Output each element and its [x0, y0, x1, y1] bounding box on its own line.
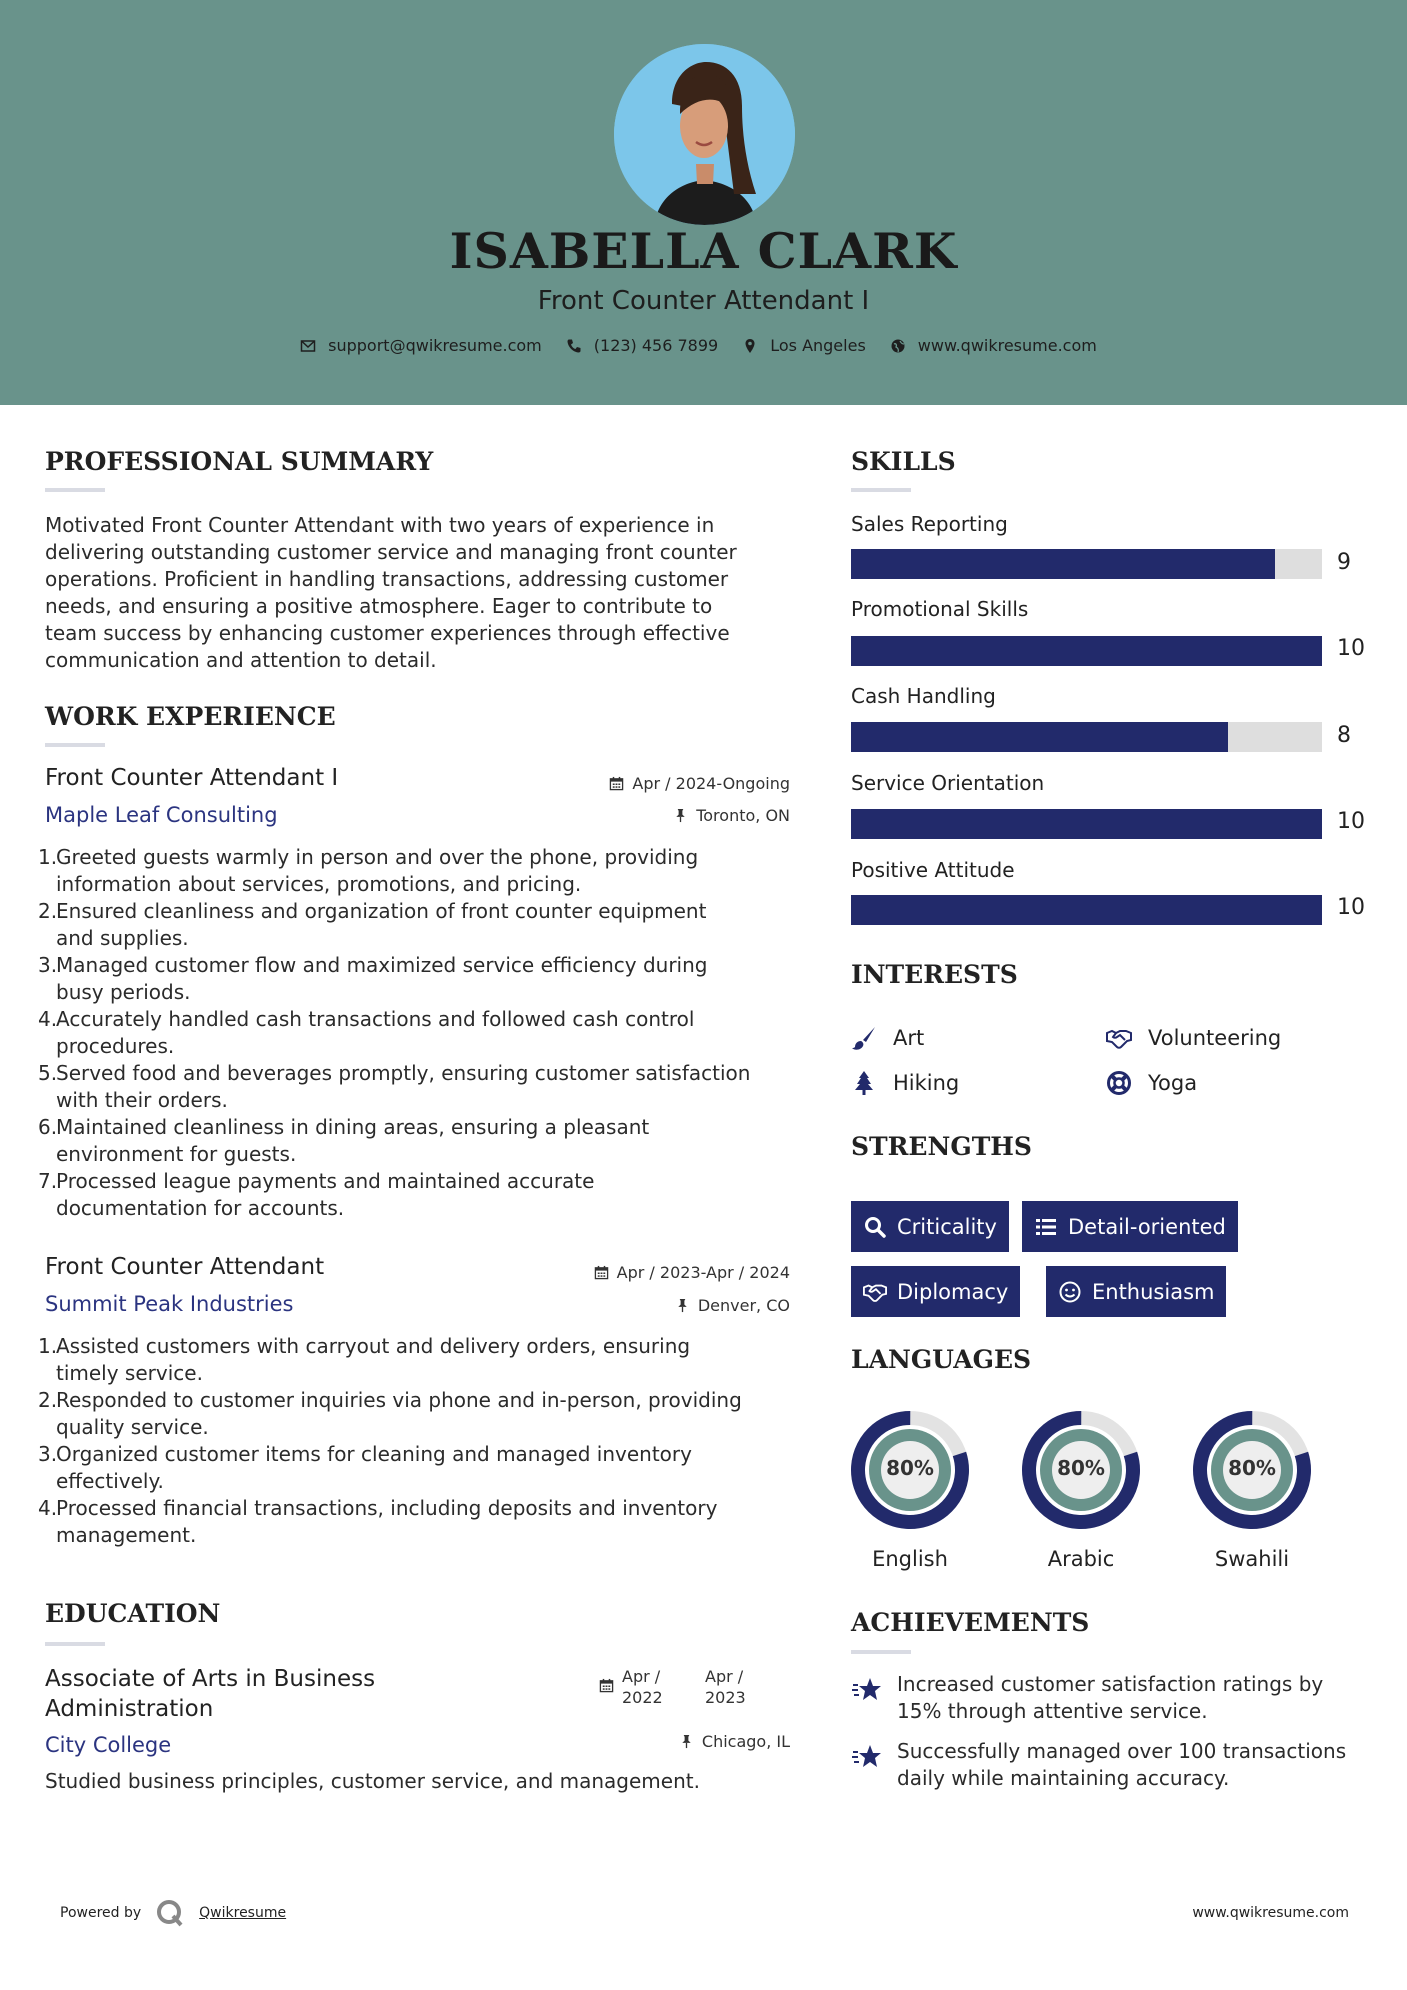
summary-text	[45, 512, 805, 674]
skill-name: Promotional Skills	[851, 597, 1029, 621]
language-name: Arabic	[1047, 1547, 1115, 1571]
star-icon	[851, 1675, 883, 1705]
skill-bar-fill	[851, 895, 1322, 925]
job-dates-text: Apr / 2023-Apr / 2024	[616, 1263, 790, 1282]
star-icon	[851, 1742, 883, 1772]
bullet-line: Accurately handled cash transactions and followed cash control	[56, 1007, 695, 1031]
education-degree	[45, 1664, 375, 1724]
achievement-line: Successfully managed over 100 transactions	[897, 1739, 1347, 1763]
education-end	[705, 1666, 746, 1708]
footer-powered-by	[60, 1898, 286, 1928]
interest-yoga	[1106, 1070, 1197, 1096]
list-item: 3. Managed customer flow and maximized service efficiency during busy periods.	[38, 953, 708, 1004]
job-location-text: Toronto, ON	[696, 806, 790, 825]
achievements-rule	[851, 1650, 911, 1654]
bullet-line: Ensured cleanliness and organization of front counter equipment	[56, 899, 707, 923]
education-school: City College	[45, 1733, 172, 1757]
bullet-line: quality service.	[56, 1415, 209, 1439]
language-name: English	[872, 1547, 948, 1571]
contact-phone-text: (123) 456 7899	[593, 336, 719, 355]
job-location-text: Denver, CO	[697, 1296, 790, 1315]
skill-value: 10	[1337, 895, 1365, 920]
bullet-line: Processed league payments and maintained accurate	[56, 1169, 595, 1193]
skill-bar	[851, 809, 1322, 839]
tree-icon	[851, 1070, 877, 1096]
list-icon	[1034, 1215, 1058, 1239]
bullet-line: timely service.	[56, 1361, 203, 1385]
contact-email[interactable]	[300, 336, 542, 355]
candidate-title: Front Counter Attendant I	[537, 286, 870, 316]
powered-by-text: Powered by	[60, 1905, 142, 1921]
skill-bar	[851, 549, 1322, 579]
language-item	[1020, 1409, 1142, 1571]
contact-website-text: www.qwikresume.com	[917, 336, 1097, 355]
bullet-line: Assisted customers with carryout and delivery orders, ensuring	[56, 1334, 691, 1358]
skill-bar	[851, 636, 1322, 666]
job-dates	[609, 774, 790, 793]
globe-icon	[890, 338, 906, 354]
strengths-heading: STRENGTHS	[851, 1132, 1032, 1161]
skill-name: Service Orientation	[851, 771, 1045, 795]
interest-hiking	[851, 1070, 959, 1096]
skill-bar-fill	[851, 636, 1322, 666]
education-start	[622, 1666, 697, 1708]
contact-bar	[0, 336, 1407, 355]
bullet-line: documentation for accounts.	[56, 1196, 345, 1220]
skill-bar-fill	[851, 809, 1322, 839]
language-percent: 80%	[1057, 1456, 1105, 1480]
job-company: Maple Leaf Consulting	[45, 803, 278, 827]
job-bullets	[38, 844, 808, 1222]
calendar-icon	[609, 776, 624, 791]
interest-art	[851, 1025, 924, 1051]
job-title: Front Counter Attendant	[45, 1254, 325, 1280]
bullet-line: Greeted guests warmly in person and over the phone, providing	[56, 845, 699, 869]
experience-rule	[45, 743, 105, 747]
contact-website[interactable]	[890, 336, 1097, 355]
bullet-line: Responded to customer inquiries via phone and in-person, providing	[56, 1388, 742, 1412]
footer-url[interactable]: www.qwikresume.com	[1192, 1905, 1349, 1921]
skills-heading: SKILLS	[851, 447, 956, 476]
bullet-line: Maintained cleanliness in dining areas, ensuring a pleasant	[56, 1115, 650, 1139]
skill-name: Sales Reporting	[851, 512, 1008, 536]
list-item: 1. Assisted customers with carryout and delivery orders, ensuring timely service.	[38, 1334, 691, 1385]
interest-label: Art	[893, 1026, 925, 1050]
start-month: Apr /	[622, 1667, 661, 1686]
handshake-icon	[863, 1280, 887, 1304]
bullet-line: information about services, promotions, and pricing.	[56, 872, 582, 896]
bullet-line: Organized customer items for cleaning and managed inventory	[56, 1442, 692, 1466]
qwikresume-logo-icon	[155, 1898, 185, 1928]
map-pin-icon	[742, 338, 758, 354]
education-location-text: Chicago, IL	[701, 1732, 790, 1751]
envelope-icon	[300, 338, 316, 354]
skills-rule	[851, 488, 911, 492]
job-company: Summit Peak Industries	[45, 1292, 294, 1316]
contact-location-text: Los Angeles	[770, 336, 866, 355]
header-banner	[0, 0, 1407, 405]
skill-name: Cash Handling	[851, 684, 996, 708]
education-description: Studied business principles, customer service, and management.	[45, 1769, 700, 1793]
achievement-line: 15% through attentive service.	[897, 1699, 1208, 1723]
skill-value: 10	[1337, 809, 1365, 834]
degree-line: Administration	[45, 1696, 214, 1722]
list-item: 4. Processed financial transactions, including deposits and inventory management.	[38, 1496, 718, 1547]
list-item: 6. Maintained cleanliness in dining areas, ensuring a pleasant environment for guests.	[38, 1115, 650, 1166]
education-dates	[599, 1666, 746, 1708]
achievement-item	[851, 1738, 1371, 1792]
paintbrush-icon	[851, 1025, 877, 1051]
brand-link[interactable]: Qwikresume	[199, 1905, 287, 1921]
language-item	[1191, 1409, 1313, 1571]
list-item: 5. Served food and beverages promptly, ensuring customer satisfaction with their orders.	[38, 1061, 751, 1112]
list-item: 3. Organized customer items for cleaning and managed inventory effectively.	[38, 1442, 692, 1493]
strength-label: Diplomacy	[897, 1279, 1009, 1304]
job-dates-text: Apr / 2024-Ongoing	[632, 774, 790, 793]
education-rule	[45, 1642, 105, 1646]
end-year: 2023	[705, 1688, 746, 1707]
language-percent: 80%	[1228, 1456, 1276, 1480]
skill-bar-fill	[851, 722, 1228, 752]
strength-tag	[851, 1201, 1009, 1252]
interest-label: Yoga	[1148, 1071, 1198, 1095]
candidate-name: ISABELLA CLARK	[449, 222, 958, 280]
end-month: Apr /	[705, 1667, 744, 1686]
language-item	[849, 1409, 971, 1571]
languages-heading: LANGUAGES	[851, 1345, 1032, 1374]
pushpin-icon	[675, 1298, 690, 1313]
pushpin-icon	[679, 1734, 694, 1749]
handshake-icon	[1106, 1025, 1132, 1051]
bullet-line: management.	[56, 1523, 197, 1547]
profile-photo	[614, 44, 795, 225]
skill-bar	[851, 895, 1322, 925]
summary-line: needs, and ensuring a positive atmosphere. Eager to contribute to	[45, 594, 713, 618]
summary-line: Motivated Front Counter Attendant with two years of experience in	[45, 513, 715, 537]
strength-label: Detail-oriented	[1068, 1214, 1226, 1239]
start-year: 2022	[622, 1688, 663, 1707]
language-name: Swahili	[1214, 1547, 1290, 1571]
phone-icon	[566, 338, 582, 354]
calendar-icon	[599, 1678, 614, 1693]
lifering-icon	[1106, 1070, 1132, 1096]
job-dates	[594, 1263, 790, 1282]
contact-phone[interactable]	[566, 336, 718, 355]
bullet-line: procedures.	[56, 1034, 175, 1058]
interest-label: Hiking	[893, 1071, 960, 1095]
job-location	[675, 1296, 790, 1315]
strength-tag	[1022, 1201, 1238, 1252]
contact-location	[742, 336, 866, 355]
job-bullets	[38, 1333, 808, 1549]
bullet-line: Processed financial transactions, including deposits and inventory	[56, 1496, 718, 1520]
strength-tag	[1046, 1266, 1226, 1317]
achievement-line: daily while maintaining accuracy.	[897, 1766, 1230, 1790]
summary-line: delivering outstanding customer service and managing front counter	[45, 540, 737, 564]
education-location	[679, 1732, 790, 1751]
job-title: Front Counter Attendant I	[45, 765, 339, 791]
skill-value: 9	[1337, 550, 1351, 575]
bullet-line: with their orders.	[56, 1088, 228, 1112]
job-location	[673, 806, 790, 825]
pushpin-icon	[673, 808, 688, 823]
achievement-item	[851, 1671, 1371, 1725]
summary-line: communication and attention to detail.	[45, 648, 437, 672]
calendar-icon	[594, 1265, 609, 1280]
achievement-text	[897, 1671, 1323, 1725]
strength-label: Enthusiasm	[1092, 1279, 1215, 1304]
search-icon	[863, 1215, 887, 1239]
skill-bar	[851, 722, 1322, 752]
strength-tag	[851, 1266, 1020, 1317]
smile-icon	[1058, 1280, 1082, 1304]
bullet-line: effectively.	[56, 1469, 164, 1493]
skill-bar-fill	[851, 549, 1275, 579]
list-item: 2. Ensured cleanliness and organization of front counter equipment and supplies.	[38, 899, 707, 950]
bullet-line: busy periods.	[56, 980, 191, 1004]
skill-name: Positive Attitude	[851, 858, 1015, 882]
list-item: 1. Greeted guests warmly in person and over the phone, providing information about services, promotions, and pricing.	[38, 845, 699, 896]
interest-label: Volunteering	[1148, 1026, 1282, 1050]
education-heading: EDUCATION	[45, 1599, 221, 1628]
summary-line: team success by enhancing customer experiences through effective	[45, 621, 730, 645]
interests-heading: INTERESTS	[851, 960, 1018, 989]
language-percent: 80%	[886, 1456, 934, 1480]
strength-label: Criticality	[897, 1214, 997, 1239]
bullet-line: and supplies.	[56, 926, 189, 950]
skill-value: 8	[1337, 723, 1351, 748]
bullet-line: Managed customer flow and maximized service efficiency during	[56, 953, 708, 977]
summary-line: operations. Proficient in handling transactions, addressing customer	[45, 567, 729, 591]
list-item: 2. Responded to customer inquiries via phone and in-person, providing quality service.	[38, 1388, 742, 1439]
summary-heading: PROFESSIONAL SUMMARY	[45, 447, 434, 476]
achievement-text	[897, 1738, 1346, 1792]
bullet-line: environment for guests.	[56, 1142, 297, 1166]
interest-volunteering	[1106, 1025, 1281, 1051]
contact-email-text: support@qwikresume.com	[328, 336, 542, 355]
bullet-line: Served food and beverages promptly, ensuring customer satisfaction	[56, 1061, 751, 1085]
achievements-heading: ACHIEVEMENTS	[851, 1608, 1090, 1637]
experience-heading: WORK EXPERIENCE	[45, 702, 336, 731]
summary-rule	[45, 488, 105, 492]
list-item: 7. Processed league payments and maintained accurate documentation for accounts.	[38, 1169, 595, 1220]
achievement-line: Increased customer satisfaction ratings by	[897, 1672, 1324, 1696]
degree-line: Associate of Arts in Business	[45, 1666, 376, 1692]
list-item: 4. Accurately handled cash transactions and followed cash control procedures.	[38, 1007, 695, 1058]
skill-value: 10	[1337, 636, 1365, 661]
